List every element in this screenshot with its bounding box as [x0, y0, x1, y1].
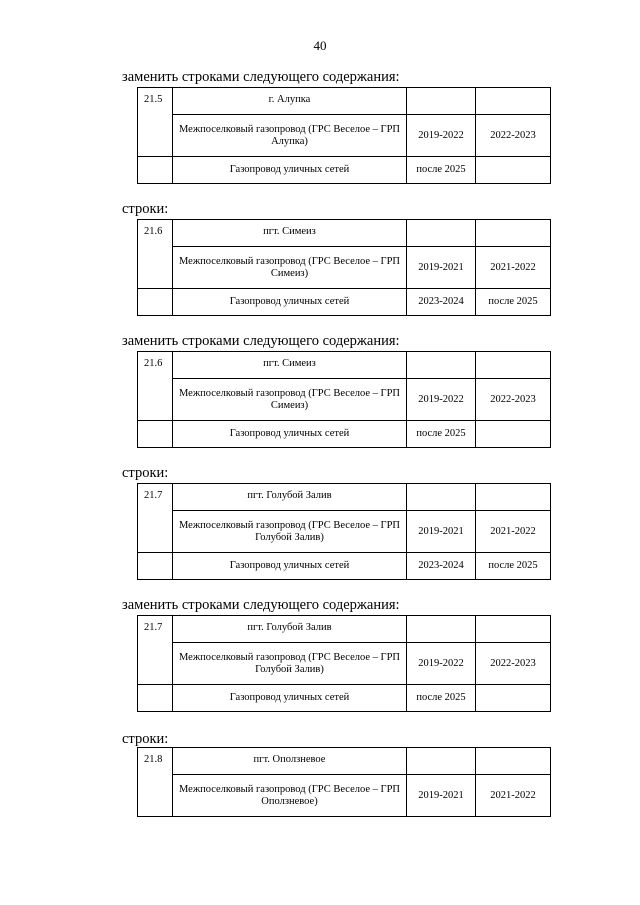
period-2: после 2025 — [476, 553, 551, 580]
period-2 — [476, 352, 551, 379]
row-number — [138, 289, 173, 316]
section-heading: строки: — [122, 465, 169, 481]
gas-pipeline-name: Межпоселковый газопровод (ГРС Веселое – ГРП Алупка) — [173, 115, 407, 157]
period-1: 2019-2021 — [407, 511, 476, 553]
table-row — [138, 352, 551, 379]
row-number: 21.5 — [138, 88, 173, 157]
period-1: 2019-2022 — [407, 643, 476, 685]
period-2: 2021-2022 — [476, 775, 551, 817]
row-number: 21.7 — [138, 484, 173, 553]
table-row — [138, 247, 551, 289]
table-row — [138, 88, 551, 115]
row-number: 21.6 — [138, 220, 173, 289]
period-2 — [476, 616, 551, 643]
row-number — [138, 685, 173, 712]
period-1: после 2025 — [407, 157, 476, 184]
period-2: 2022-2023 — [476, 115, 551, 157]
row-number: 21.7 — [138, 616, 173, 685]
section-table — [137, 87, 551, 184]
section-heading: строки: — [122, 731, 169, 747]
section-heading: заменить строками следующего содержания: — [122, 69, 400, 85]
gas-pipeline-name: Межпоселковый газопровод (ГРС Веселое – ГРП Оползневое) — [173, 775, 407, 817]
period-2 — [476, 220, 551, 247]
period-1: 2023-2024 — [407, 289, 476, 316]
section-table — [137, 615, 551, 712]
table-row — [138, 220, 551, 247]
table-row — [138, 643, 551, 685]
gas-pipeline-name: Межпоселковый газопровод (ГРС Веселое – ГРП Голубой Залив) — [173, 643, 407, 685]
period-1 — [407, 352, 476, 379]
period-2 — [476, 748, 551, 775]
table-row — [138, 511, 551, 553]
section-table — [137, 351, 551, 448]
section-table — [137, 747, 551, 817]
section-table — [137, 483, 551, 580]
table-row — [138, 775, 551, 817]
period-1 — [407, 616, 476, 643]
page-number: 40 — [313, 38, 327, 53]
table-row — [138, 616, 551, 643]
settlement-name: пгт. Симеиз — [173, 220, 407, 247]
table-row — [138, 484, 551, 511]
street-network-name: Газопровод уличных сетей — [173, 421, 407, 448]
period-2: 2021-2022 — [476, 511, 551, 553]
period-1 — [407, 220, 476, 247]
row-number: 21.6 — [138, 352, 173, 421]
settlement-name: пгт. Симеиз — [173, 352, 407, 379]
settlement-name: пгт. Голубой Залив — [173, 616, 407, 643]
period-1: 2019-2021 — [407, 775, 476, 817]
gas-pipeline-name: Межпоселковый газопровод (ГРС Веселое – ГРП Симеиз) — [173, 247, 407, 289]
table-row — [138, 115, 551, 157]
section-heading: заменить строками следующего содержания: — [122, 597, 400, 613]
period-1 — [407, 88, 476, 115]
table-row — [138, 157, 551, 184]
section-heading: строки: — [122, 201, 169, 217]
period-2: 2022-2023 — [476, 379, 551, 421]
section-table — [137, 219, 551, 316]
row-number — [138, 157, 173, 184]
settlement-name: пгт. Голубой Залив — [173, 484, 407, 511]
period-2 — [476, 685, 551, 712]
gas-pipeline-name: Межпоселковый газопровод (ГРС Веселое – ГРП Голубой Залив) — [173, 511, 407, 553]
period-1 — [407, 748, 476, 775]
section-heading: заменить строками следующего содержания: — [122, 333, 400, 349]
period-2: 2021-2022 — [476, 247, 551, 289]
period-1 — [407, 484, 476, 511]
table-row — [138, 748, 551, 775]
street-network-name: Газопровод уличных сетей — [173, 553, 407, 580]
period-1: 2019-2021 — [407, 247, 476, 289]
period-1: 2019-2022 — [407, 379, 476, 421]
street-network-name: Газопровод уличных сетей — [173, 685, 407, 712]
period-2: после 2025 — [476, 289, 551, 316]
table-row — [138, 685, 551, 712]
street-network-name: Газопровод уличных сетей — [173, 289, 407, 316]
period-1: 2019-2022 — [407, 115, 476, 157]
row-number — [138, 421, 173, 448]
street-network-name: Газопровод уличных сетей — [173, 157, 407, 184]
settlement-name: г. Алупка — [173, 88, 407, 115]
table-row — [138, 289, 551, 316]
period-2 — [476, 484, 551, 511]
table-row — [138, 553, 551, 580]
row-number: 21.8 — [138, 748, 173, 817]
row-number — [138, 553, 173, 580]
gas-pipeline-name: Межпоселковый газопровод (ГРС Веселое – ГРП Симеиз) — [173, 379, 407, 421]
period-2: 2022-2023 — [476, 643, 551, 685]
period-1: после 2025 — [407, 685, 476, 712]
table-row — [138, 379, 551, 421]
period-2 — [476, 88, 551, 115]
table-row — [138, 421, 551, 448]
period-2 — [476, 421, 551, 448]
period-1: 2023-2024 — [407, 553, 476, 580]
period-2 — [476, 157, 551, 184]
period-1: после 2025 — [407, 421, 476, 448]
settlement-name: пгт. Оползневое — [173, 748, 407, 775]
